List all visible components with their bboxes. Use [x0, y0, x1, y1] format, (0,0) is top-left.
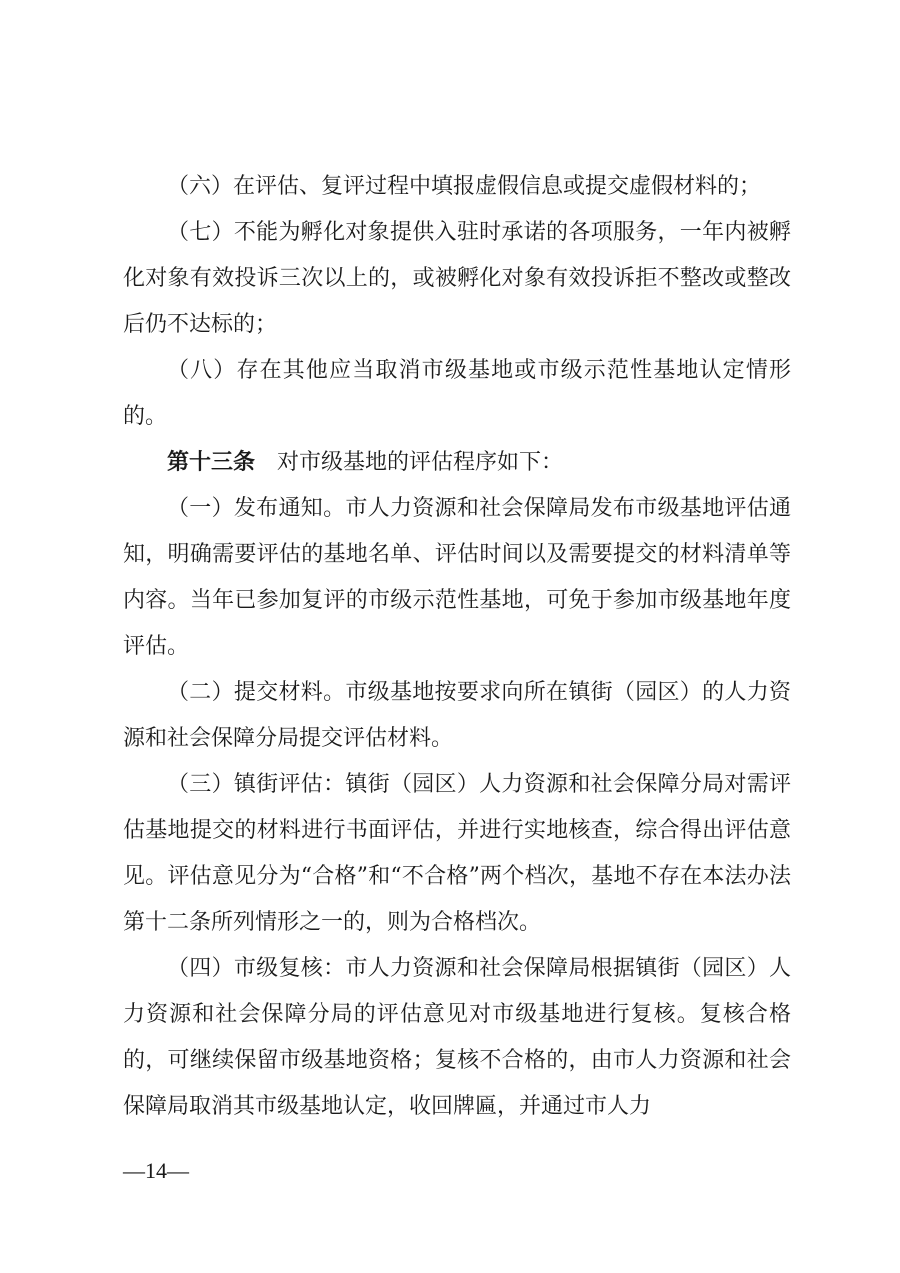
document-body — [123, 164, 791, 1130]
page-number: —14— — [123, 1158, 189, 1183]
paragraph-item-7: （七）不能为孵化对象提供入驻时承诺的各项服务，一年内被孵化对象有效投诉三次以上的，或被孵化对象有效投诉拒不整改或整改后仍不达标的； — [123, 220, 791, 337]
step-2-submit-materials: （二）提交材料。市级基地按要求向所在镇街（园区）的人力资源和社会保障分局提交评估材料。 — [123, 680, 791, 751]
article-text: 对市级基地的评估程序如下： — [277, 450, 564, 475]
paragraph-item-6: （六）在评估、复评过程中填报虚假信息或提交虚假材料的； — [167, 174, 762, 199]
step-1-notice: （一）发布通知。市人力资源和社会保障局发布市级基地评估通知，明确需要评估的基地名单、评估时间以及需要提交的材料清单等内容。当年已参加复评的市级示范性基地，可免于参加市级基地年度评估。 — [123, 496, 791, 659]
step-3-town-assessment: （三）镇街评估：镇街（园区）人力资源和社会保障分局对需评估基地提交的材料进行书面评估，并进行实地核查，综合得出评估意见。评估意见分为“合格”和“不合格”两个档次，基地不存在本法办法第十二条所列情形之一的，则为合格档次。 — [123, 772, 791, 935]
article-13 — [123, 440, 791, 486]
paragraph-item-8: （八）存在其他应当取消市级基地或市级示范性基地认定情形的。 — [123, 358, 791, 429]
article-heading: 第十三条 — [167, 450, 256, 475]
step-4-city-review: （四）市级复核：市人力资源和社会保障局根据镇街（园区）人力资源和社会保障分局的评估意见对市级基地进行复核。复核合格的，可继续保留市级基地资格；复核不合格的，由市人力资源和社会保障局取消其市级基地认定，收回牌匾，并通过市人力 — [123, 956, 791, 1119]
